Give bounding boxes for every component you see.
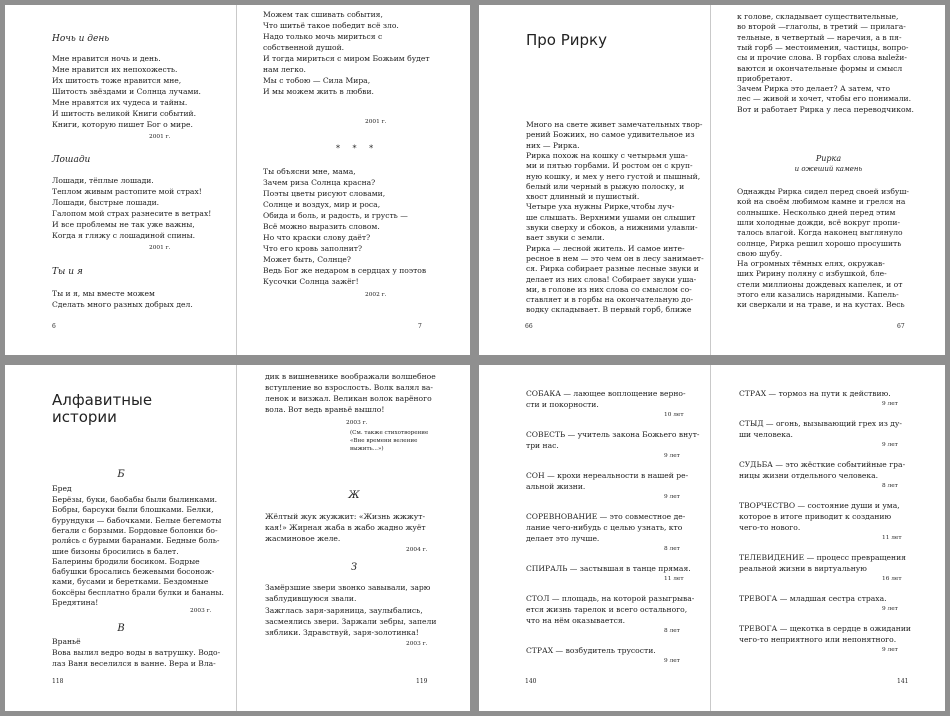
text-line: шие бизоны бросились в балет. — [52, 546, 179, 556]
text-line: Четыре уха нужны Рирке,чтобы луч- — [526, 202, 675, 212]
text-line: Много на свете живет замечательных твор- — [526, 120, 703, 129]
text-line: солнышке. Несколько дней перед этим — [737, 207, 896, 217]
page-118 — [5, 365, 237, 711]
dictionary-entry-line: СТРАХ — возбудитель трусости. — [526, 646, 656, 655]
text-line: ками, бусами и беретками. Бездомные — [52, 577, 209, 587]
note-line: «Вне времени веление — [350, 438, 418, 444]
poem-title-horses: Лошади — [52, 155, 91, 165]
story-line: Замёрзшие звери звонко завывали, зарю — [265, 583, 431, 592]
poem-line: собственной душой. — [263, 43, 345, 52]
dictionary-entry-line: СОВЕСТЬ — учитель закона Божьего внут- — [526, 430, 700, 439]
poem-line: Лошади, тёплые лошади. — [52, 176, 154, 185]
author-age: 16 лет — [882, 576, 902, 582]
poem-line: Сделать много разных добрых дел. — [52, 300, 193, 309]
text-line: к голове, складывает существительные, — [737, 12, 899, 21]
text-line: Зачем Рирка это делает? А затем, что — [737, 84, 891, 94]
poem-line: Их шитость тоже нравится мне, — [52, 76, 182, 85]
poem-line: Ты и я, мы вместе можем — [52, 289, 155, 298]
story-line: кая!» Жирная жаба в жабо жадно жуёт — [265, 523, 426, 532]
text-line: ставляет и в горбы на окончательную до- — [526, 295, 694, 305]
dictionary-entry-line: СТОЛ — площадь, на которой разыгрыва- — [526, 594, 695, 603]
text-line: ся. Рирка собирает разные лесные звуки и — [526, 264, 699, 274]
dictionary-entry-line: чего-то нового. — [739, 523, 801, 532]
poem-line: Что его кровь заполнит? — [263, 244, 363, 253]
text-line: лес — живой и хочет, чтобы его понимали. — [737, 94, 912, 104]
story-subtitle-line-2: и ожеший камень — [794, 165, 863, 173]
author-age: 9 лет — [664, 658, 680, 664]
story-line: зяблики. Здравствуй, заря-золотинка! — [265, 628, 419, 637]
text-line: бурундуки — бабочками. Белые бегемоты — [52, 515, 222, 525]
text-line: хвост длинный и пушистый. — [526, 192, 640, 202]
dictionary-entry-line: СОБАКА — лающее воплощение верно- — [526, 389, 686, 398]
dictionary-entry-line: которое в итоге приводит к созданию — [739, 512, 892, 521]
poem-line: Галопом мой страх разнесите в ветрах! — [52, 209, 212, 218]
text-line: рений Божиих, но самое удивительное из — [526, 130, 695, 140]
poem-line: Мне нравится ночь и день. — [52, 54, 161, 63]
page-67 — [712, 5, 945, 355]
alphabet-letter: Ж — [348, 490, 360, 501]
text-line: ную кошку, и мех у него густой и пышный, — [526, 171, 701, 181]
text-line: ше слышать. Верхними ушами он слышит — [526, 212, 696, 222]
chapter-title-line-1: Алфавитные — [52, 391, 153, 409]
poem-line: Ведь Бог же недаром в сердцах у поэтов — [263, 266, 427, 275]
poem-line: Мы с тобою — Сила Мира, — [263, 76, 371, 85]
text-line: ми и пятью горбами. И ростом он с круп- — [526, 161, 693, 171]
dictionary-entry-line: альной жизни. — [526, 482, 586, 491]
poem-date: 2001 г. — [149, 134, 171, 140]
alphabet-letter: З — [350, 562, 358, 573]
author-age: 11 лет — [664, 576, 684, 582]
dictionary-entry-line: СОРЕВНОВАНИЕ — это совместное де- — [526, 512, 686, 521]
story-line: дик в вишневнике воображали волшебное — [265, 372, 436, 381]
poem-date: 2001 г. — [365, 119, 387, 125]
chapter-title: Про Рирку — [526, 31, 607, 49]
poem-line: Зачем риза Солнца красна? — [263, 178, 376, 187]
story-line: вола. Вот ведь враньё вышло! — [265, 405, 385, 414]
dictionary-entry-line: сти и покорности. — [526, 400, 599, 409]
poem-line: Ты объясни мне, мама, — [263, 167, 356, 176]
poem-line: Поэты цветы рисуют словами, — [263, 189, 386, 198]
dictionary-entry-line: СТЫД — огонь, вызывающий грех из ду- — [739, 419, 902, 428]
note-line: (См. также стихотворение — [350, 430, 429, 436]
story-line: засмеялись звери. Заржали зебры, запели — [265, 617, 437, 626]
text-line: талось влагой. Когда наконец выглянуло — [737, 228, 903, 238]
spread-pages-118-119 — [5, 365, 470, 711]
poem-line: И шитость великой Книги событий. — [52, 109, 197, 118]
author-age: 9 лет — [882, 401, 898, 407]
poem-line: Мне нравится их непохожесть. — [52, 65, 178, 74]
poem-date: 2001 г. — [149, 245, 171, 251]
text-line: кой на своём любимом камне и грелся на — [737, 197, 906, 207]
story-line: заблудившуюся звали. — [265, 594, 357, 603]
text-line: ресное в нем — это чем он в лесу занимает- — [526, 253, 704, 263]
poem-date: 2002 г. — [365, 292, 387, 298]
spread-pages-66-67 — [479, 5, 945, 355]
text-line: сы и прочие слова. В горбах слова выležи- — [737, 53, 907, 63]
dictionary-entry-line: чего-то неприятного или непонятного. — [739, 635, 897, 644]
poem-line: Солнце и воздух, мир и роса, — [263, 200, 381, 209]
page-number: 118 — [52, 678, 64, 685]
poem-line: Когда я гляжу с лошадиной спины. — [52, 231, 196, 240]
page-6 — [5, 5, 237, 355]
poem-line: Кусочки Солнца зажёг! — [263, 277, 359, 286]
story-line: лаз Ваня веселился в ванне. Вера и Вла- — [52, 659, 216, 668]
text-line: Бредятина! — [52, 598, 99, 607]
dictionary-entry-line: СУДЬБА — это жёсткие событийные гра- — [739, 460, 906, 469]
story-date: 2003 г. — [346, 420, 368, 426]
poem-line: Но что краски слову даёт? — [263, 233, 371, 242]
page-number: 7 — [418, 323, 422, 330]
poem-line: Мне нравятся их чудеса и тайны. — [52, 98, 188, 107]
dictionary-entry-line: реальной жизни в виртуальную — [739, 564, 867, 573]
spread-pages-6-7 — [5, 5, 470, 355]
text-line: делает из них слова! Собирает звуки уша- — [526, 274, 697, 284]
author-age: 8 лет — [664, 546, 680, 552]
author-age: 9 лет — [882, 647, 898, 653]
dictionary-entry-line: ши человека. — [739, 430, 793, 439]
text-line: бегали с борзыми. Бордовые болонки бо- — [52, 525, 218, 535]
author-age: 11 лет — [882, 535, 902, 541]
poem-line: Шитость звёздами и Солнца лучами. — [52, 87, 201, 96]
dictionary-entry-line: ТЕЛЕВИДЕНИЕ — процесс превращения — [739, 553, 906, 562]
text-line: этого ели казались нарядными. Капель- — [737, 290, 899, 299]
text-line: звуки сверху и сбоков, а нижними улавли- — [526, 223, 698, 232]
spread-pages-140-141 — [479, 365, 945, 711]
story-subtitle: Рирка — [815, 154, 842, 163]
text-line: роли́сь с бурыми баранами. Бедные боль- — [52, 536, 220, 546]
text-line: Рирка — лесной житель. И самое инте- — [526, 243, 685, 253]
story-date: 2003 г. — [190, 608, 212, 614]
poem-line: И мы можем жить в любви. — [263, 87, 374, 96]
text-line: ки сверкали и на траве, и на кустах. Весь — [737, 300, 905, 310]
poem-line: Теплом живым растопите мой страх! — [52, 187, 202, 196]
text-line: бабушки бросались бежевыми босонож- — [52, 567, 215, 577]
text-line: ваются и окончательные формы и смысл — [737, 63, 903, 73]
section-separator-stars: * * * — [336, 144, 379, 153]
story-line: Зажглась заря-заряница, заулыбались, — [265, 606, 423, 615]
page-140 — [479, 365, 711, 711]
story-date: 2004 г. — [406, 547, 428, 553]
page-number: 141 — [897, 678, 909, 685]
poem-line: И тогда мириться с миром Божьим будет — [263, 54, 430, 63]
story-line: Вова вылил ведро воды в ватрушку. Водо- — [52, 648, 221, 657]
text-line: солнце, Рирка решил хорошо просушить — [737, 238, 902, 248]
text-line: На огромных тёмных елях, окружав- — [737, 259, 885, 269]
text-line: белый или черный в рыжую полоску, и — [526, 181, 685, 191]
alphabet-letter: Б — [117, 469, 125, 480]
story-line: жасминовое желе. — [265, 534, 341, 543]
text-line: вает звуки с земли. — [526, 233, 605, 243]
page-number: 140 — [525, 678, 537, 685]
text-line: во второй —глаголы, в третий — прилага- — [737, 22, 906, 32]
page-number: 66 — [525, 323, 533, 330]
author-age: 9 лет — [882, 442, 898, 448]
text-line: Бобры, барсуки были блошками. Белки, — [52, 505, 214, 515]
page-7 — [238, 5, 470, 355]
poem-line: Надо только мочь мириться с — [263, 32, 383, 41]
poem-line: И все проблемы не так уже важны, — [52, 220, 195, 229]
author-age: 9 лет — [664, 453, 680, 459]
text-line: Балерины бродили босиком. Бодрые — [52, 556, 200, 566]
author-age: 10 лет — [664, 412, 684, 418]
author-age: 8 лет — [882, 483, 898, 489]
story-title: Бред — [52, 484, 72, 493]
poem-line: Можем так сшивать события, — [263, 10, 383, 19]
dictionary-entry-line: три нас. — [526, 441, 559, 450]
text-line: Однажды Рирка сидел перед своей избуш- — [737, 187, 909, 196]
dictionary-entry-line: ТРЕВОГА — щекотка в сердце в ожидании — [739, 624, 911, 633]
dictionary-entry-line: ницы жизни отдельного человека. — [739, 471, 879, 480]
text-line: боксёры бесплатно брали булки и бананы. — [52, 587, 224, 597]
poem-line: Что шитьё такое победит всё зло. — [263, 21, 399, 30]
dictionary-entry-line: лание чего-нибудь с целью узнать, кто — [526, 523, 683, 532]
dictionary-entry-line: делает это лучше. — [526, 534, 600, 543]
story-line: ленок и визжал. Великан волок варёного — [265, 394, 432, 403]
dictionary-entry-line: что на нём оказывается. — [526, 616, 626, 625]
text-line: ших Ририну поляну с избушкой, бле- — [737, 269, 887, 279]
text-line: свою шубу. — [737, 248, 783, 258]
text-line: Берёзы, буки, баобабы были былинками. — [52, 495, 218, 504]
poem-line: Лошади, быстрые лошади. — [52, 198, 160, 207]
chapter-title-line-2: истории — [52, 408, 117, 426]
poem-line: Обида и боль, и радость, и грусть — — [263, 211, 408, 220]
text-line: тельные, в четвертый — наречия, а в пя- — [737, 32, 902, 42]
story-title: Враньё — [52, 637, 81, 646]
dictionary-entry-line: СОН — крохи нереальности в нашей ре- — [526, 471, 689, 480]
poem-line: Может быть, Солнце? — [263, 255, 351, 264]
dictionary-entry-line: СТРАХ — тормоз на пути к действию. — [739, 389, 891, 398]
page-number: 67 — [897, 323, 905, 330]
poem-line: Книги, которую пишет Бог о мире. — [52, 120, 193, 129]
author-age: 8 лет — [664, 628, 680, 634]
page-119 — [238, 365, 470, 711]
text-line: тый горб — местоимения, частицы, вопро- — [737, 42, 909, 52]
poem-title-night-and-day: Ночь и день — [52, 34, 110, 44]
story-date: 2003 г. — [406, 641, 428, 647]
poem-line: нам легко. — [263, 65, 306, 74]
dictionary-entry-line: ТВОРЧЕСТВО — состояние души и ума, — [739, 501, 900, 510]
dictionary-entry-line: СПИРАЛЬ — застывшая в танце прямая. — [526, 564, 691, 573]
dictionary-entry-line: ется жизнь тарелок и всего остального, — [526, 605, 688, 614]
text-line: стели миллионы дождевых капелек, и от — [737, 279, 903, 289]
story-line: вступление во взрослость. Волк валял ва- — [265, 383, 433, 392]
page-141 — [712, 365, 945, 711]
poem-title-you-and-me: Ты и я — [52, 267, 83, 277]
page-number: 6 — [52, 323, 56, 330]
dictionary-entry-line: ТРЕВОГА — младшая сестра страха. — [739, 594, 887, 603]
page-66 — [479, 5, 711, 355]
text-line: шли холодные дожди, всё вокруг пропи- — [737, 217, 901, 227]
text-line: них — Рирка. — [526, 140, 580, 150]
story-line: Жёлтый жук жужжит: «Жизнь жжжут- — [265, 512, 426, 521]
page-number: 119 — [416, 678, 428, 685]
note-line: выжить...») — [350, 446, 384, 452]
text-line: приобретают. — [737, 73, 793, 83]
alphabet-letter: В — [117, 623, 125, 634]
text-line: Рирка похож на кошку с четырьмя уша- — [526, 150, 688, 160]
text-line: водку складывает. В первый горб, ближе — [526, 305, 692, 315]
text-line: ми, в голове из них слова со смыслом со- — [526, 284, 692, 294]
text-line: Вот и работает Рирка у леса переводчиком. — [737, 104, 914, 114]
author-age: 9 лет — [882, 606, 898, 612]
poem-line: Всё можно выразить словом. — [263, 222, 380, 231]
author-age: 9 лет — [664, 494, 680, 500]
